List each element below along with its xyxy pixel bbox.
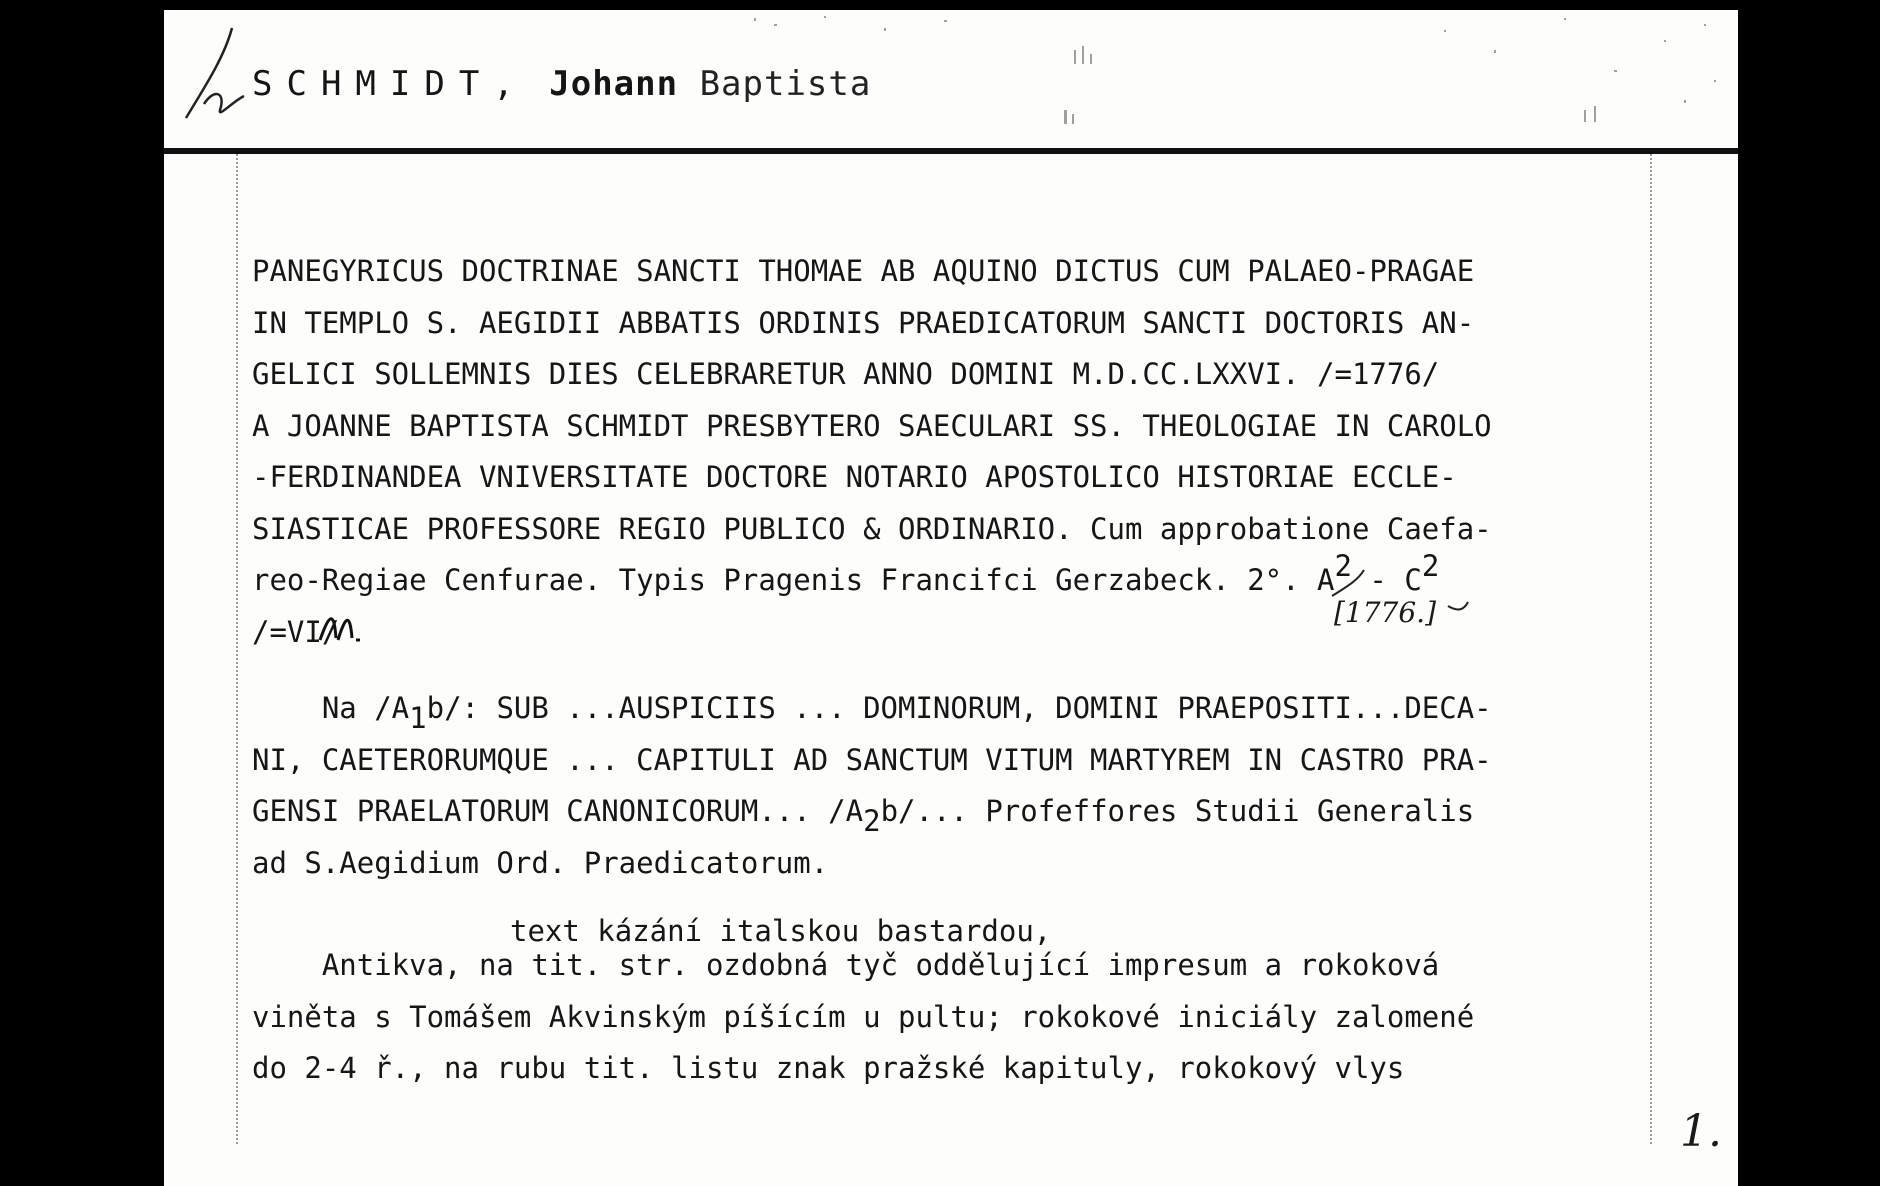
dedication-text: GENSI PRAELATORUM CANONICORUM... /A xyxy=(252,794,864,828)
description-line: PANEGYRICUS DOCTRINAE SANCTI THOMAE AB AQUINO DICTUS CUM PALAEO-PRAGAE xyxy=(252,254,1475,288)
description-line: -FERDINANDEA VNIVERSITATE DOCTORE NOTARIO APOSTOLICO HISTORIAE ECCLE- xyxy=(252,460,1457,494)
header-rule xyxy=(164,148,1738,154)
imprint-text: reo-Regiae Cenfurae. Typis Pragenis Francifci Gerzabeck. 2°. A xyxy=(252,563,1335,597)
collation-superscript: 2 xyxy=(1421,549,1440,583)
dedication-note xyxy=(252,683,1652,889)
handwritten-year: [1776.] xyxy=(1334,596,1437,629)
note-line: Antikva, na tit. str. ozdobná tyč oddělující impresum a rokoková xyxy=(252,948,1440,982)
description-line: GELICI SOLLEMNIS DIES CELEBRARETUR ANNO DOMINI M.D.CC.LXXVI. /=1776/ xyxy=(252,357,1440,391)
dedication-line xyxy=(252,683,1652,735)
inserted-note: text kázání italskou bastardou, xyxy=(510,914,1052,948)
leaf-count: /=VI/ xyxy=(252,614,340,649)
collation-text: - C xyxy=(1351,563,1422,597)
author-surname: SCHMIDT, xyxy=(252,64,528,104)
typography-note xyxy=(252,940,1652,1095)
card-header xyxy=(164,10,1738,148)
author-second-name: Baptista xyxy=(699,64,872,104)
signature-subscript: 2 xyxy=(863,804,881,838)
collation-superscript: 2 xyxy=(1334,549,1352,583)
dedication-line: NI, CAETERORUMQUE ... CAPITULI AD SANCTUM VITUM MARTYREM IN CASTRO PRA- xyxy=(252,742,1492,777)
catalog-card xyxy=(164,10,1738,1186)
note-line: do 2-4 ř., na rubu tit. listu znak pražské kapituly, rokokový vlys xyxy=(252,1051,1405,1085)
description-line: SIASTICAE PROFESSORE REGIO PUBLICO & ORDINARIO. Cum approbatione Caefa- xyxy=(252,511,1492,546)
description-line: A JOANNE BAPTISTA SCHMIDT PRESBYTERO SAECULARI SS. THEOLOGIAE IN CAROLO xyxy=(252,408,1492,443)
dedication-text: b/... Profeffores Studii Generalis xyxy=(880,794,1475,828)
author-heading xyxy=(252,64,871,104)
signature-subscript: 1 xyxy=(409,701,427,735)
handwritten-note-icon xyxy=(316,608,376,644)
dedication-text: b/: SUB ...AUSPICIIS ... DOMINORUM, DOMINI PRAEPOSITI...DECA- xyxy=(426,691,1492,725)
left-margin-line xyxy=(236,154,239,1144)
author-given-name: Johann xyxy=(549,64,679,104)
description-line: IN TEMPLO S. AEGIDII ABBATIS ORDINIS PRAEDICATORUM SANCTI DOCTORIS AN- xyxy=(252,305,1475,340)
dedication-line: ad S.Aegidium Ord. Praedicatorum. xyxy=(252,845,829,880)
card-number: 1. xyxy=(1680,1106,1722,1157)
dedication-line xyxy=(252,786,1652,838)
note-line: viněta s Tomášem Akvinským píšícím u pultu; rokokové iniciály zalomené xyxy=(252,999,1475,1034)
dedication-text: Na /A xyxy=(252,691,410,725)
